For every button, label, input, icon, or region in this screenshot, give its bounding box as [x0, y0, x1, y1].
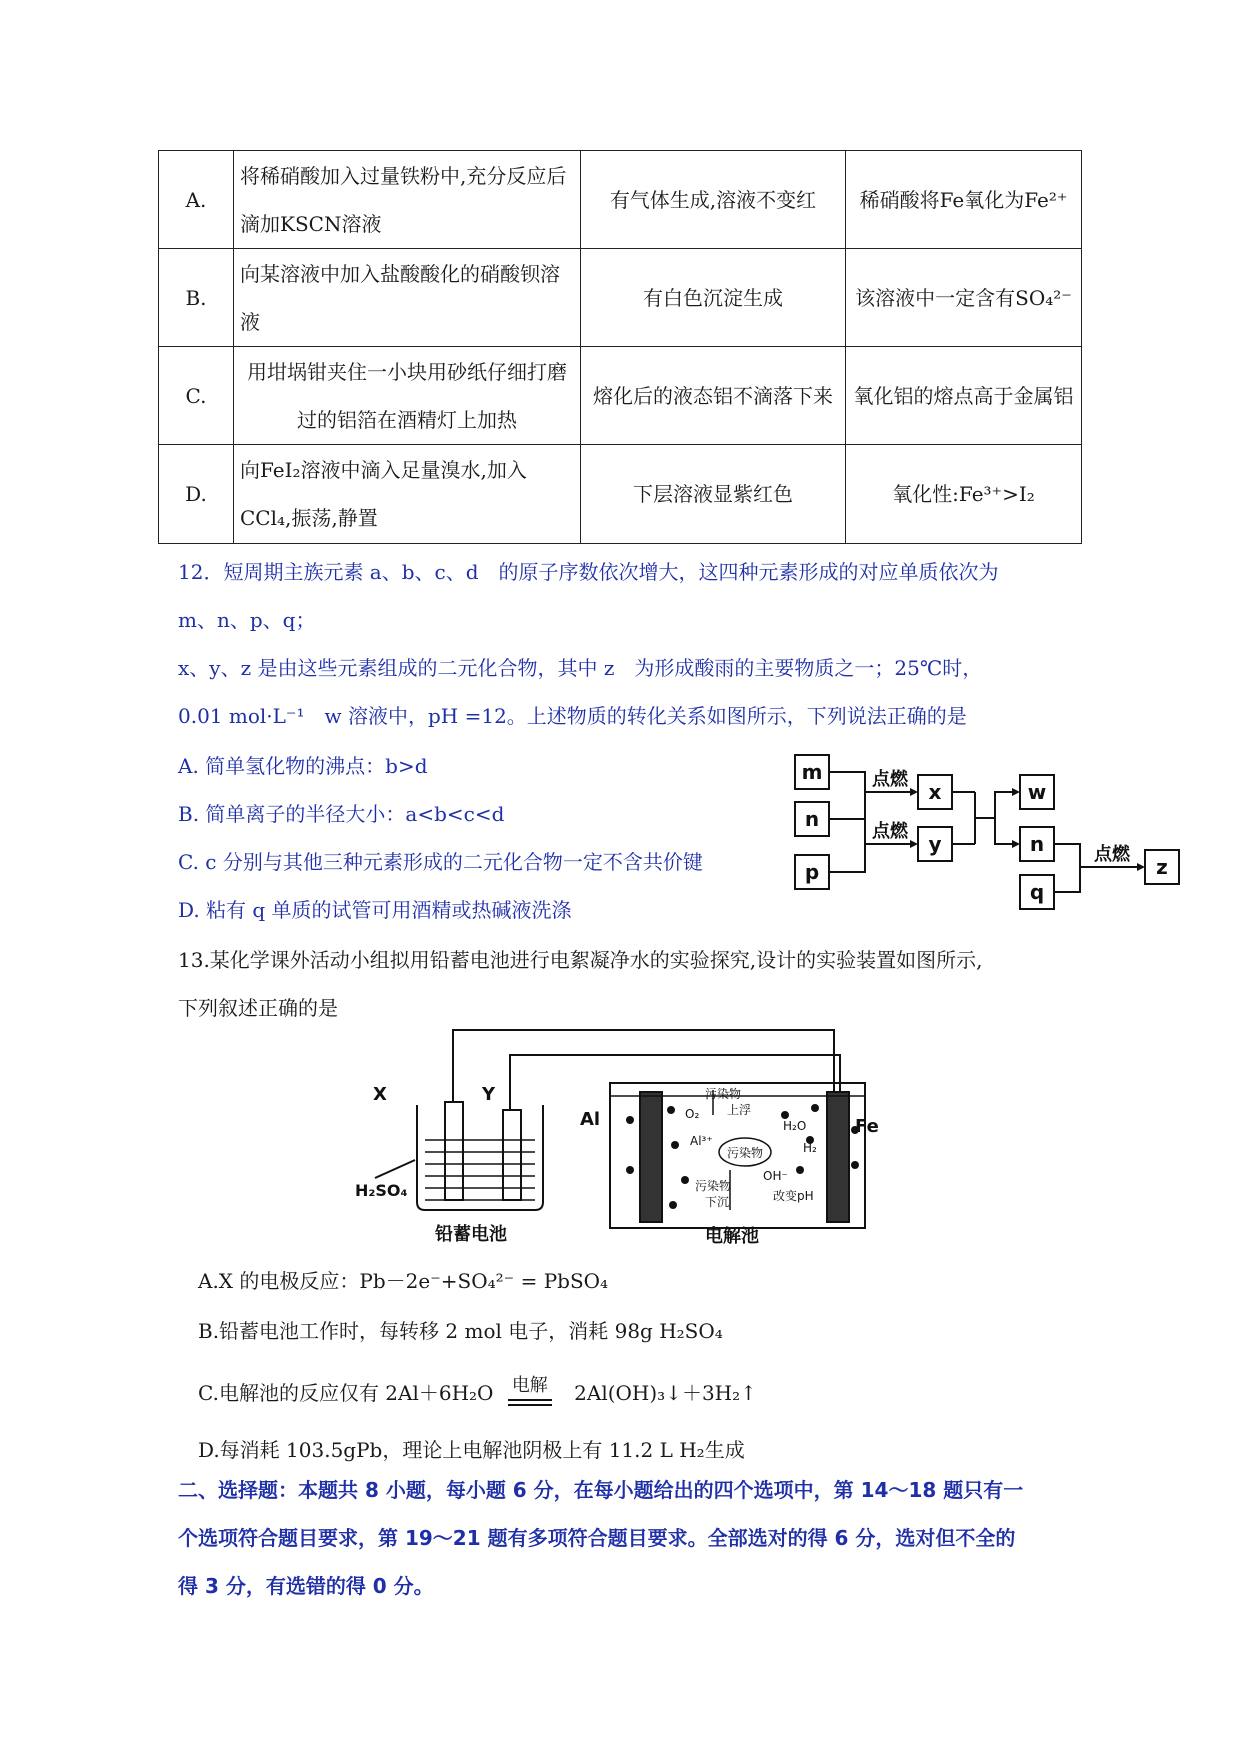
q12-option-b: B. 简单离子的半径大小：a<b<c<d [178, 802, 505, 826]
label-al3: Al³⁺ [690, 1134, 713, 1148]
arrow-label-ignite: 点燃 [872, 769, 908, 790]
row-label: C. [159, 347, 234, 445]
table-row [159, 151, 1082, 249]
q13-option-d: D.每消耗 103.5gPb，理论上电解池阴极上有 11.2 L H₂生成 [198, 1438, 745, 1462]
q12-stem-line: x、y、z 是由这些元素组成的二元化合物，其中 z 为形成酸雨的主要物质之一；25℃时， [178, 656, 983, 680]
box-n: n [804, 807, 820, 831]
label-pollutant-mid: 污染物 [727, 1146, 764, 1160]
box-z: z [1156, 855, 1168, 879]
label-o2: O₂ [685, 1107, 700, 1121]
label-oh: OH⁻ [763, 1169, 788, 1183]
row-phenomenon: 有白色沉淀生成 [581, 249, 846, 347]
label-cell: 电解池 [705, 1226, 759, 1247]
box-m: m [801, 760, 823, 784]
label-float-up: 上浮 [727, 1103, 752, 1117]
row-phenomenon: 有气体生成,溶液不变红 [581, 151, 846, 249]
label-x: X [373, 1084, 387, 1105]
q12-stem-line: 0.01 mol·L⁻¹ w 溶液中，pH =12。上述物质的转化关系如图所示，下列说法正确的是 [178, 704, 967, 728]
row-operation: 向某溶液中加入盐酸酸化的硝酸钡溶液 [234, 249, 581, 347]
label-h2so4: H₂SO₄ [355, 1181, 408, 1200]
label-pollutant-up: 污染物 [705, 1087, 742, 1101]
label-fe: Fe [855, 1116, 879, 1137]
q13-apparatus-figure [355, 1020, 879, 1250]
electrolysis-condition [508, 1376, 552, 1406]
table-row [159, 445, 1082, 544]
q13-stem-line: 13.某化学课外活动小组拟用铅蓄电池进行电絮凝净水的实验探究,设计的实验装置如图所示, [178, 948, 983, 972]
row-operation: 向FeI₂溶液中滴入足量溴水,加入CCl₄,振荡,静置 [234, 445, 581, 544]
label-pollutant-down: 污染物 [695, 1179, 732, 1193]
box-p: p [804, 860, 820, 884]
q13-option-a: A.X 的电极反应：Pb－2e⁻+SO₄²⁻ = PbSO₄ [198, 1269, 609, 1293]
label-sink: 下沉 [705, 1195, 730, 1209]
q12-stem-line: m、n、p、q； [178, 608, 316, 632]
q13-option-c-product: 2Al(OH)₃↓＋3H₂↑ [574, 1381, 757, 1405]
label-y: Y [482, 1084, 496, 1105]
table-row [159, 249, 1082, 347]
q13-option-b: B.铅蓄电池工作时，每转移 2 mol 电子，消耗 98g H₂SO₄ [198, 1319, 723, 1343]
q12-option-d: D. 粘有 q 单质的试管可用酒精或热碱液洗涤 [178, 898, 572, 922]
condition-label: 电解 [511, 1375, 548, 1396]
q13-stem-line: 下列叙述正确的是 [178, 996, 338, 1020]
row-label: D. [159, 445, 234, 544]
label-battery: 铅蓄电池 [435, 1224, 507, 1245]
q12-stem-line: 12．短周期主族元素 a、b、c、d 的原子序数依次增大，这四种元素形成的对应单质依次为 [178, 560, 999, 584]
row-operation: 将稀硝酸加入过量铁粉中,充分反应后滴加KSCN溶液 [234, 151, 581, 249]
label-al: Al [580, 1109, 601, 1130]
experiment-table [158, 150, 1082, 544]
box-x: x [928, 780, 942, 804]
row-conclusion: 氧化铝的熔点高于金属铝 [846, 347, 1082, 445]
label-h2o: H₂O [783, 1119, 807, 1133]
row-conclusion: 该溶液中一定含有SO₄²⁻ [846, 249, 1082, 347]
row-conclusion: 氧化性:Fe³⁺>I₂ [846, 445, 1082, 544]
row-label: A. [159, 151, 234, 249]
q12-option-c: C. c 分别与其他三种元素形成的二元化合物一定不含共价键 [178, 850, 703, 874]
box-n2: n [1029, 832, 1045, 856]
box-y: y [928, 832, 942, 856]
label-h2: H₂ [803, 1141, 817, 1155]
table-row [159, 347, 1082, 445]
row-operation: 用坩埚钳夹住一小块用砂纸仔细打磨过的铝箔在酒精灯上加热 [234, 347, 581, 445]
arrow-label-ignite: 点燃 [872, 821, 908, 842]
q12-transformation-diagram [790, 745, 1210, 925]
q13-option-c [198, 1376, 757, 1406]
arrow-label-ignite: 点燃 [1094, 844, 1130, 865]
equals-sign [508, 1399, 552, 1406]
label-change-ph: 改变pH [773, 1189, 814, 1203]
row-label: B. [159, 249, 234, 347]
box-q: q [1029, 880, 1045, 904]
row-phenomenon: 下层溶液显紫红色 [581, 445, 846, 544]
section-two-heading: 二、选择题：本题共 8 小题，每小题 6 分，在每小题给出的四个选项中，第 14～18 题只有一 [178, 1478, 1024, 1502]
q12-option-a: A. 简单氢化物的沸点：b>d [178, 754, 428, 778]
box-w: w [1027, 780, 1047, 804]
row-conclusion: 稀硝酸将Fe氧化为Fe²⁺ [846, 151, 1082, 249]
q13-option-c-text: C.电解池的反应仅有 2Al＋6H₂O [198, 1381, 494, 1405]
section-two-text: 得 3 分，有选错的得 0 分。 [178, 1574, 434, 1598]
section-two-text: 个选项符合题目要求，第 19～21 题有多项符合题目要求。全部选对的得 6 分，选对但不全的 [178, 1526, 1016, 1550]
row-phenomenon: 熔化后的液态铝不滴落下来 [581, 347, 846, 445]
